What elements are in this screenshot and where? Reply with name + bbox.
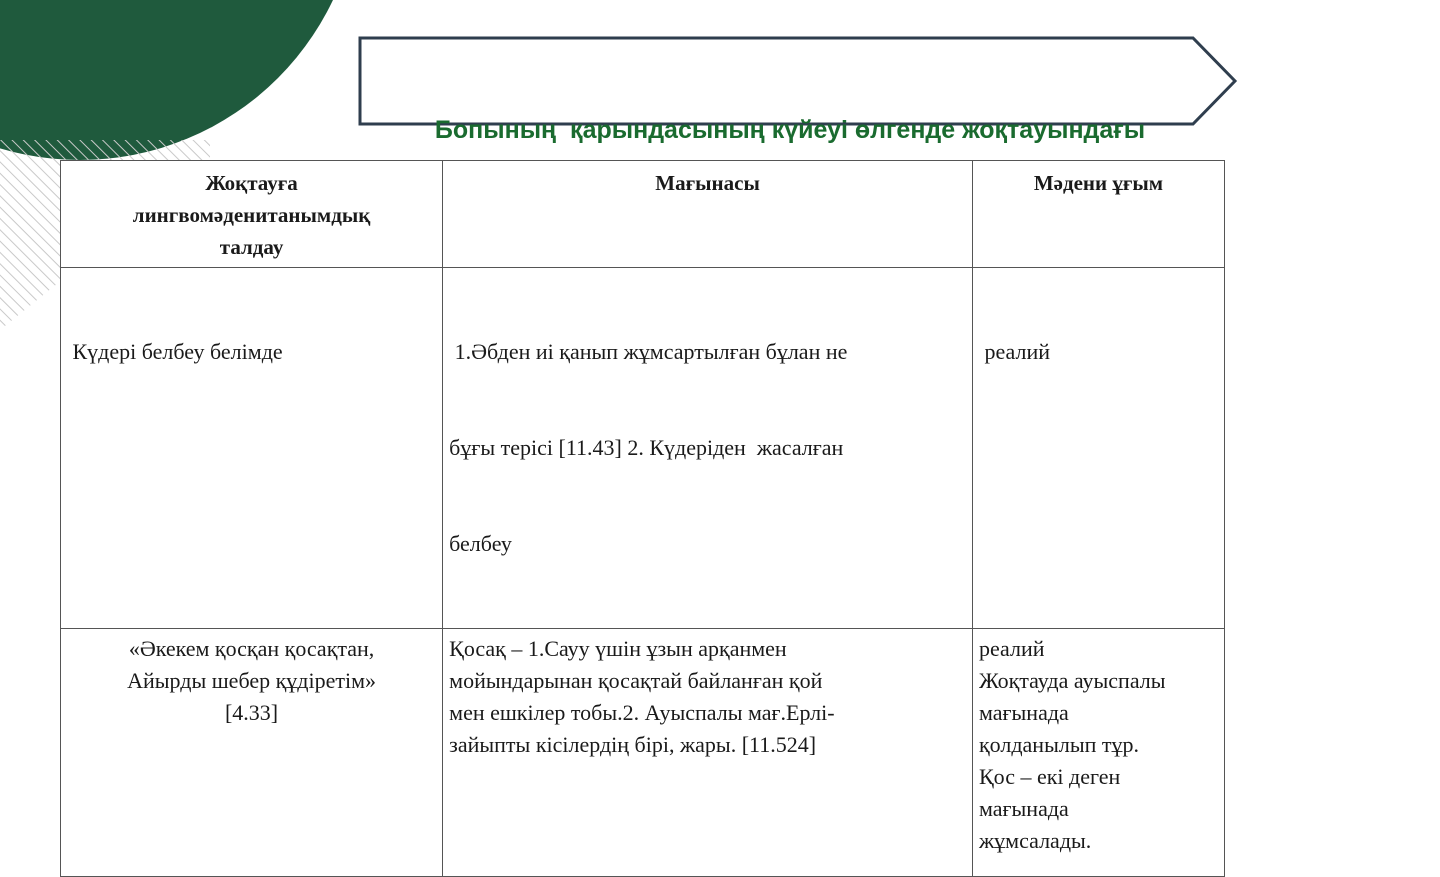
cell-concept-line: мағынада — [978, 700, 1069, 725]
cell-term — [61, 629, 443, 877]
cell-concept-line: жұмсалады. — [978, 828, 1092, 853]
header-meaning-line: Мағынасы — [655, 171, 760, 195]
cell-meaning-line: мойындарынан қосақтай байланған қой — [449, 668, 823, 693]
header-analysis-line: талдау — [219, 235, 284, 259]
cell-concept-line: мағынада — [978, 796, 1069, 821]
page-title-line-1: Бопының қарындасының күйеуі өлгенде жоқтауындағы — [434, 116, 1146, 144]
cell-meaning — [443, 629, 973, 877]
cell-concept-line: реалий — [978, 636, 1045, 661]
linguocultural-units-table — [60, 160, 1225, 877]
cell-term — [61, 268, 443, 629]
cell-meaning-line: 1.Әбден иі қанып жұмсартылған бұлан не — [449, 339, 848, 364]
header-meaning — [443, 161, 973, 268]
cell-concept — [972, 268, 1224, 629]
title-banner — [358, 36, 1238, 144]
cell-meaning-line: Қосақ – 1.Сауу үшін ұзын арқанмен — [449, 636, 787, 661]
cell-concept — [972, 629, 1224, 877]
header-cultural-concept — [972, 161, 1224, 268]
cell-meaning-line: белбеу — [449, 531, 512, 556]
cell-meaning-line: зайыпты кісілердің бірі, жары. [11.524] — [449, 732, 817, 757]
cell-concept-line: реалий — [978, 339, 1050, 364]
cell-concept-line: қолданылып тұр. — [978, 732, 1140, 757]
cell-concept-line: Қос – екі деген — [978, 764, 1121, 789]
cell-term-line: [4.33] — [224, 700, 279, 725]
table-row — [61, 268, 1225, 629]
header-analysis — [61, 161, 443, 268]
header-analysis-line: Жоқтауға — [205, 171, 298, 195]
cell-meaning — [443, 268, 973, 629]
table-row — [61, 629, 1225, 877]
cell-term-line: Күдері белбеу белімде — [67, 339, 283, 364]
header-analysis-line: лингвомәденитанымдық — [132, 203, 371, 227]
cell-meaning-line: мен ешкілер тобы.2. Ауыспалы мағ.Ерлі- — [449, 700, 835, 725]
header-concept-line: Мәдени ұғым — [1033, 171, 1164, 195]
table-header-row — [61, 161, 1225, 268]
decorative-green-circle — [0, 0, 360, 160]
cell-term-line: «Әкекем қосқан қосақтан, — [128, 636, 375, 661]
cell-concept-line: Жоқтауда ауыспалы — [978, 668, 1166, 693]
cell-term-line: Айырды шебер құдіретім» — [127, 668, 377, 693]
cell-meaning-line: бұғы терісі [11.43] 2. Күдеріден жасалған — [449, 435, 844, 460]
